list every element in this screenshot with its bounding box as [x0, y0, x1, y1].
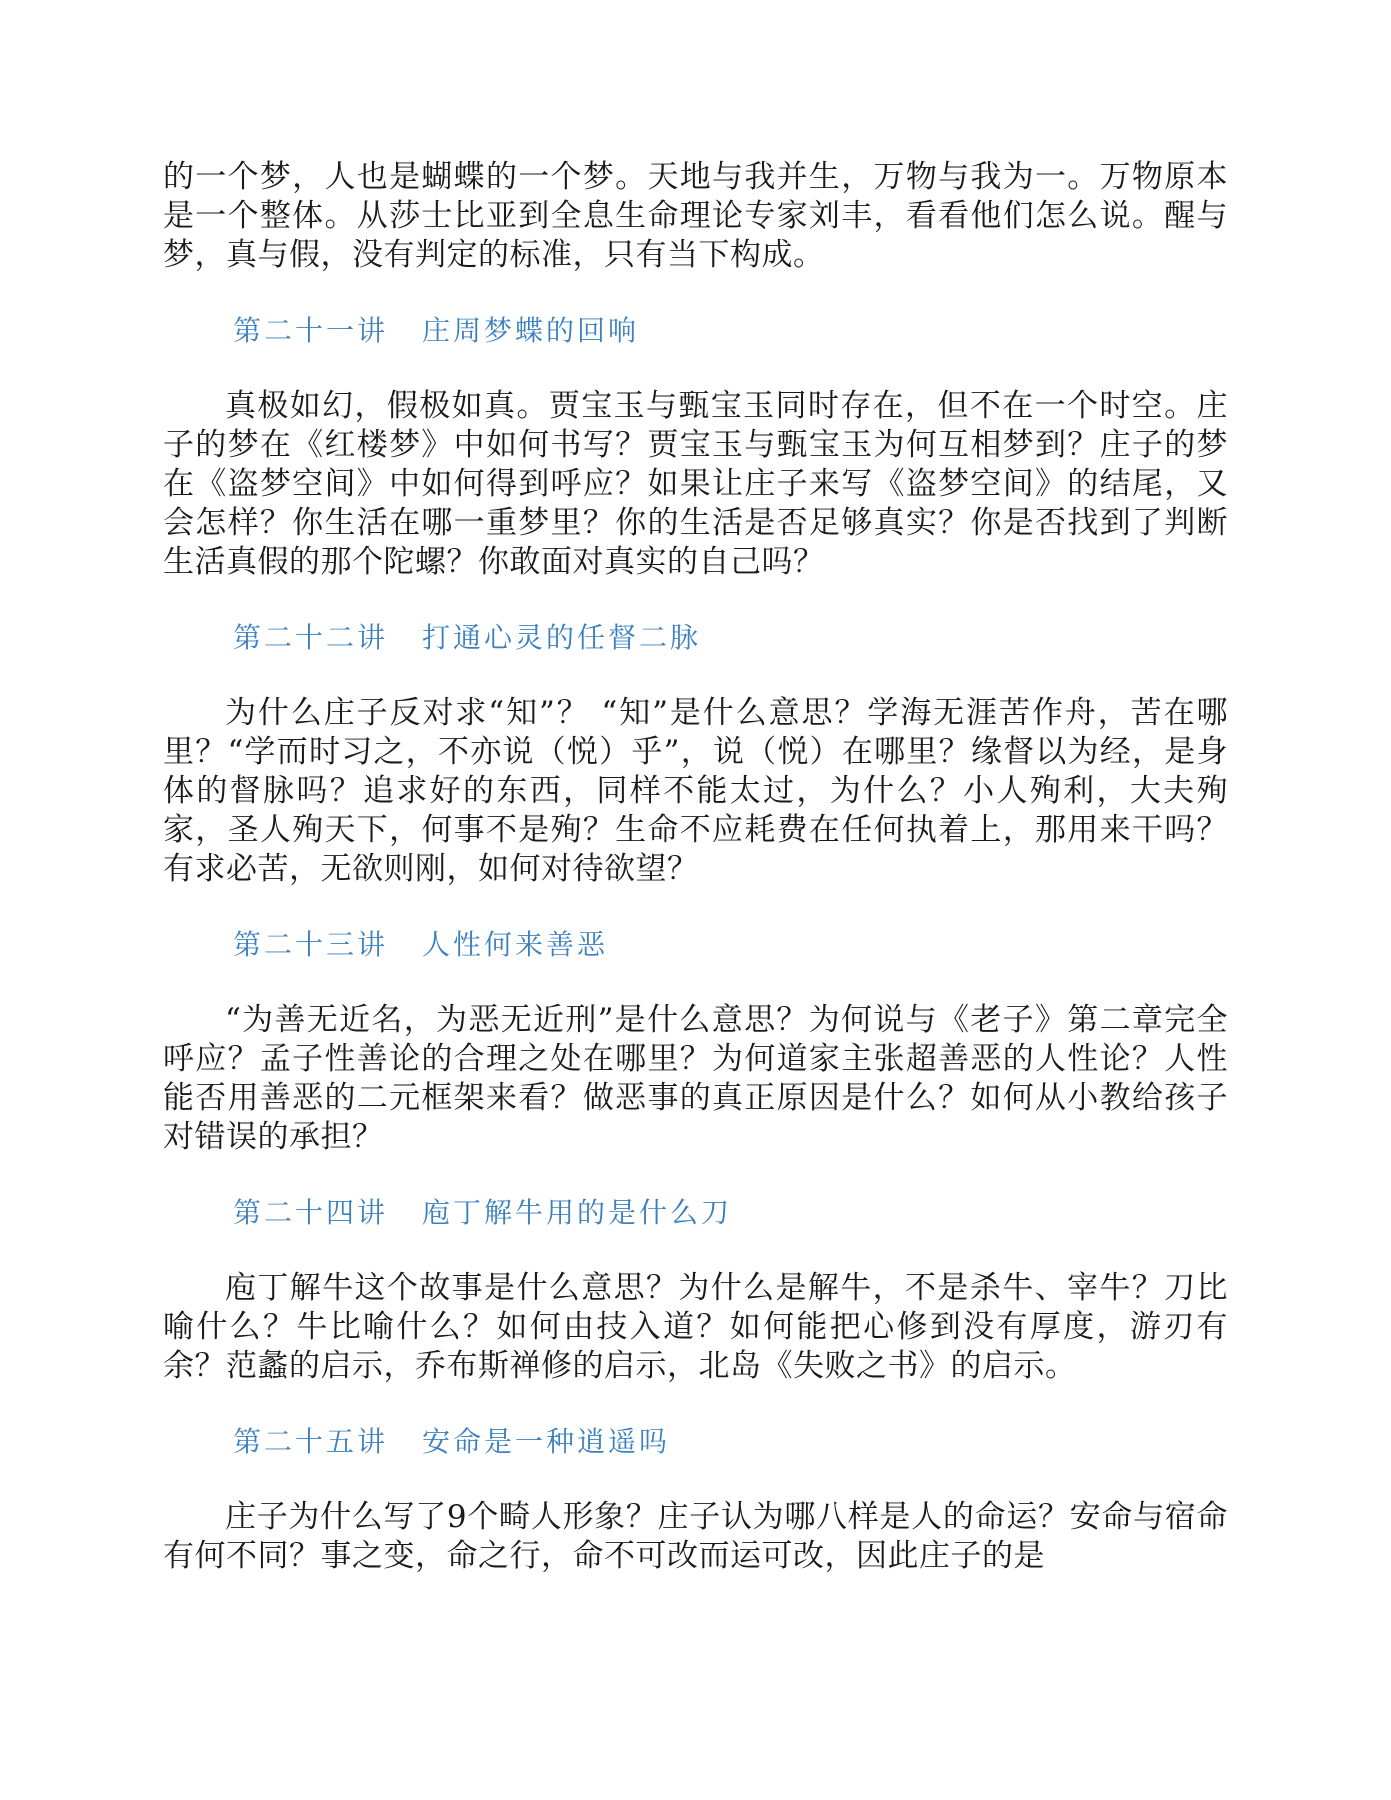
lecture-21-heading — [233, 313, 1228, 349]
lecture-25-paragraph: 庄子为什么写了9个畸人形象？庄子认为哪八样是人的命运？安命与宿命有何不同？事之变，命之行，命不可改而运可改，因此庄子的是 — [163, 1499, 1228, 1574]
lecture-25-title: 安命是一种逍遥吗 — [422, 1425, 671, 1458]
lecture-21-number: 第二十一讲 — [233, 314, 389, 347]
lecture-23-heading — [233, 927, 1228, 963]
lecture-24-number: 第二十四讲 — [233, 1196, 389, 1229]
lecture-21-title: 庄周梦蝶的回响 — [422, 314, 640, 347]
lecture-23-number: 第二十三讲 — [233, 928, 389, 961]
lecture-22-title: 打通心灵的任督二脉 — [422, 621, 702, 654]
document-page — [163, 158, 1228, 1576]
lecture-22-heading — [233, 620, 1228, 656]
lecture-22-number: 第二十二讲 — [233, 621, 389, 654]
lecture-22-paragraph: 为什么庄子反对求“知”？ “知”是什么意思？学海无涯苦作舟，苦在哪里？“学而时习之，不亦说（悦）乎”，说（悦）在哪里？缘督以为经，是身体的督脉吗？追求好的东西，同样不能太过，为什么？小人殉利，大夫殉家，圣人殉天下，何事不是殉？生命不应耗费在任何执着上，那用来干吗？有求必苦，无欲则刚，如何对待欲望？ — [163, 695, 1228, 887]
lecture-24-title: 庖丁解牛用的是什么刀 — [422, 1196, 733, 1229]
lecture-25-number: 第二十五讲 — [233, 1425, 389, 1458]
intro-paragraph: 的一个梦，人也是蝴蝶的一个梦。天地与我并生，万物与我为一。万物原本是一个整体。从莎士比亚到全息生命理论专家刘丰，看看他们怎么说。醒与梦，真与假，没有判定的标准，只有当下构成。 — [163, 159, 1228, 273]
lecture-25-heading — [233, 1424, 1228, 1460]
lecture-23-title: 人性何来善恶 — [422, 928, 609, 961]
lecture-23-paragraph: “为善无近名，为恶无近刑”是什么意思？为何说与《老子》第二章完全呼应？孟子性善论的合理之处在哪里？为何道家主张超善恶的人性论？人性能否用善恶的二元框架来看？做恶事的真正原因是什么？如何从小教给孩子对错误的承担？ — [163, 1002, 1228, 1155]
lecture-24-heading — [233, 1195, 1228, 1231]
lecture-24-paragraph: 庖丁解牛这个故事是什么意思？为什么是解牛，不是杀牛、宰牛？刀比喻什么？牛比喻什么？如何由技入道？如何能把心修到没有厚度，游刃有余？范蠡的启示，乔布斯禅修的启示，北岛《失败之书》的启示。 — [163, 1270, 1228, 1384]
lecture-21-paragraph: 真极如幻，假极如真。贾宝玉与甄宝玉同时存在，但不在一个时空。庄子的梦在《红楼梦》中如何书写？贾宝玉与甄宝玉为何互相梦到？庄子的梦在《盗梦空间》中如何得到呼应？如果让庄子来写《盗梦空间》的结尾，又会怎样？你生活在哪一重梦里？你的生活是否足够真实？你是否找到了判断生活真假的那个陀螺？你敢面对真实的自己吗？ — [163, 388, 1228, 580]
